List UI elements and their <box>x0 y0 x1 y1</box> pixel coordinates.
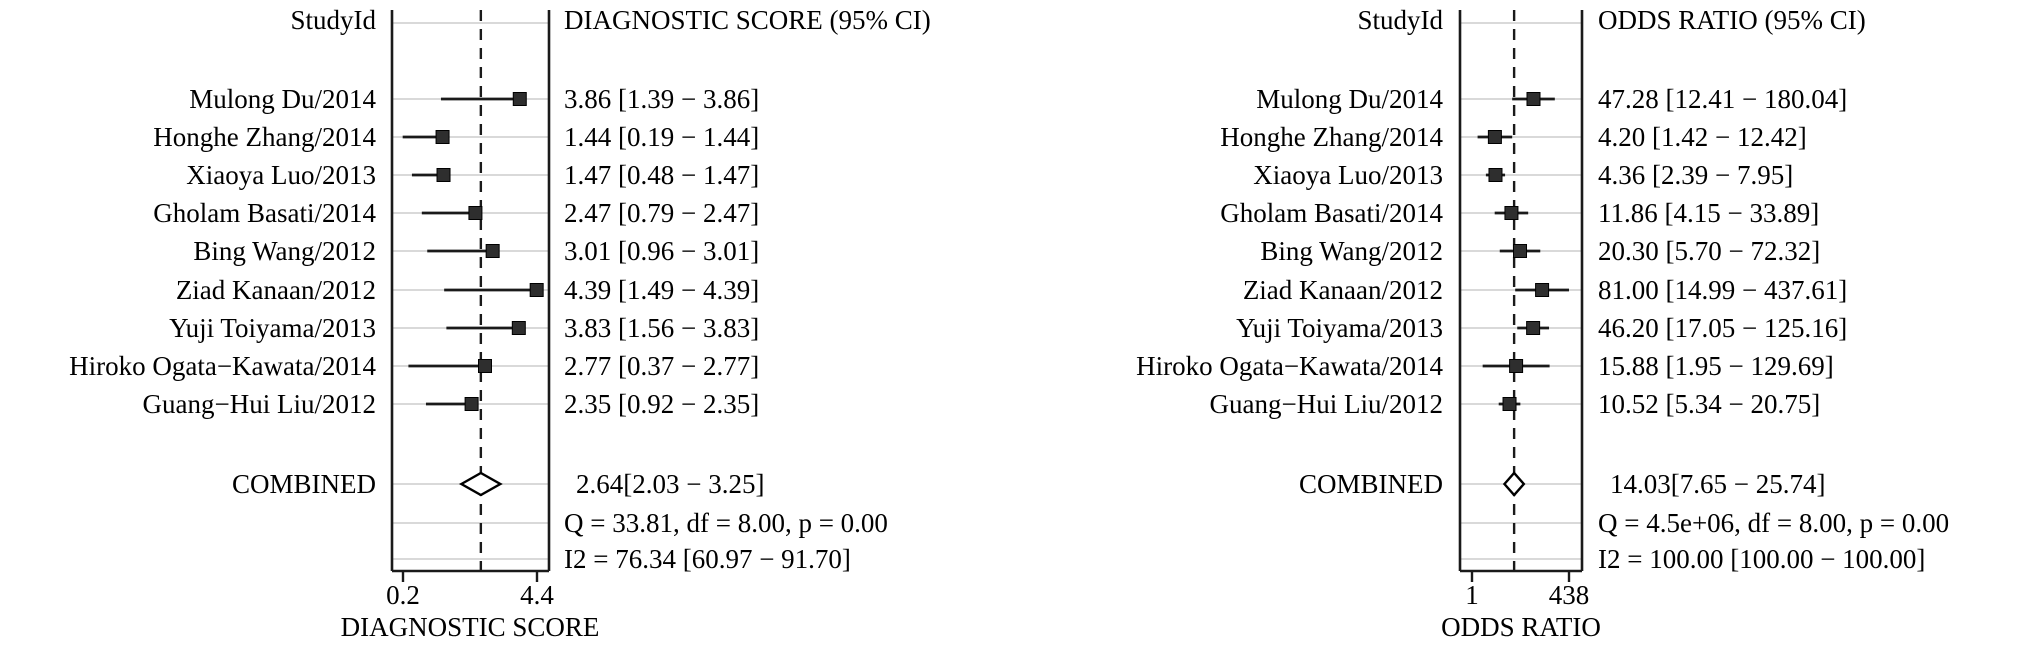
effect-marker <box>1527 322 1540 335</box>
effect-marker <box>486 245 499 258</box>
effect-marker <box>1488 131 1501 144</box>
effect-marker <box>478 360 491 373</box>
effect-marker <box>1510 360 1523 373</box>
effect-header: DIAGNOSTIC SCORE (95% CI) <box>564 5 931 35</box>
study-label: Gholam Basati/2014 <box>153 198 376 228</box>
heterogeneity-i2: I2 = 100.00 [100.00 − 100.00] <box>1598 544 1926 574</box>
combined-label: COMBINED <box>1298 469 1443 499</box>
effect-marker <box>513 93 526 106</box>
combined-diamond <box>461 473 500 495</box>
column-header: StudyId <box>1357 5 1443 35</box>
effect-marker <box>1505 207 1518 220</box>
effect-marker <box>530 284 543 297</box>
effect-marker <box>437 169 450 182</box>
heterogeneity-i2: I2 = 76.34 [60.97 − 91.70] <box>564 544 851 574</box>
effect-marker <box>512 322 525 335</box>
x-tick-label-min: 0.2 <box>386 580 420 610</box>
study-label: Xiaoya Luo/2013 <box>1253 160 1443 190</box>
effect-text: 10.52 [5.34 − 20.75] <box>1598 389 1821 419</box>
effect-text: 46.20 [17.05 − 125.16] <box>1598 313 1848 343</box>
study-label: Mulong Du/2014 <box>189 84 376 114</box>
combined-diamond <box>1504 473 1523 495</box>
x-axis-title: DIAGNOSTIC SCORE <box>340 612 600 642</box>
effect-text: 1.47 [0.48 − 1.47] <box>564 160 760 190</box>
study-label: Honghe Zhang/2014 <box>1220 122 1443 152</box>
effect-marker <box>1536 284 1549 297</box>
effect-text: 11.86 [4.15 − 33.89] <box>1598 198 1820 228</box>
x-tick-label-min: 1 <box>1465 580 1479 610</box>
effect-text: 2.77 [0.37 − 2.77] <box>564 351 760 381</box>
column-header: StudyId <box>290 5 376 35</box>
x-axis-title: ODDS RATIO <box>1441 612 1601 642</box>
study-label: Yuji Toiyama/2013 <box>169 313 376 343</box>
study-label: Xiaoya Luo/2013 <box>186 160 376 190</box>
study-label: Gholam Basati/2014 <box>1220 198 1443 228</box>
study-label: Ziad Kanaan/2012 <box>175 275 376 305</box>
effect-text: 47.28 [12.41 − 180.04] <box>1598 84 1848 114</box>
effect-text: 4.20 [1.42 − 12.42] <box>1598 122 1807 152</box>
combined-value: 14.03[7.65 − 25.74] <box>1610 469 1826 499</box>
x-tick-label-max: 438 <box>1548 580 1590 610</box>
study-label: Guang−Hui Liu/2012 <box>142 389 376 419</box>
study-label: Honghe Zhang/2014 <box>153 122 376 152</box>
effect-marker <box>1527 93 1540 106</box>
effect-header: ODDS RATIO (95% CI) <box>1598 5 1866 35</box>
study-label: Bing Wang/2012 <box>1260 236 1443 266</box>
study-label: Guang−Hui Liu/2012 <box>1209 389 1443 419</box>
combined-value: 2.64[2.03 − 3.25] <box>576 469 765 499</box>
study-label: Mulong Du/2014 <box>1256 84 1443 114</box>
effect-marker <box>465 398 478 411</box>
x-tick-label-max: 4.4 <box>520 580 554 610</box>
effect-marker <box>469 207 482 220</box>
effect-text: 3.86 [1.39 − 3.86] <box>564 84 760 114</box>
effect-text: 20.30 [5.70 − 72.32] <box>1598 236 1821 266</box>
effect-marker <box>1503 398 1516 411</box>
effect-text: 15.88 [1.95 − 129.69] <box>1598 351 1834 381</box>
effect-text: 2.47 [0.79 − 2.47] <box>564 198 760 228</box>
effect-marker <box>1514 245 1527 258</box>
effect-marker <box>1489 169 1502 182</box>
effect-text: 2.35 [0.92 − 2.35] <box>564 389 760 419</box>
heterogeneity-q: Q = 4.5e+06, df = 8.00, p = 0.00 <box>1598 508 1950 538</box>
study-label: Hiroko Ogata−Kawata/2014 <box>1136 351 1443 381</box>
study-label: Yuji Toiyama/2013 <box>1236 313 1443 343</box>
effect-text: 3.83 [1.56 − 3.83] <box>564 313 760 343</box>
study-label: Bing Wang/2012 <box>193 236 376 266</box>
combined-label: COMBINED <box>231 469 376 499</box>
study-label: Hiroko Ogata−Kawata/2014 <box>69 351 376 381</box>
effect-text: 3.01 [0.96 − 3.01] <box>564 236 760 266</box>
study-label: Ziad Kanaan/2012 <box>1242 275 1443 305</box>
effect-text: 4.39 [1.49 − 4.39] <box>564 275 760 305</box>
heterogeneity-q: Q = 33.81, df = 8.00, p = 0.00 <box>564 508 888 538</box>
effect-text: 81.00 [14.99 − 437.61] <box>1598 275 1848 305</box>
effect-text: 4.36 [2.39 − 7.95] <box>1598 160 1794 190</box>
effect-text: 1.44 [0.19 − 1.44] <box>564 122 760 152</box>
effect-marker <box>436 131 449 144</box>
